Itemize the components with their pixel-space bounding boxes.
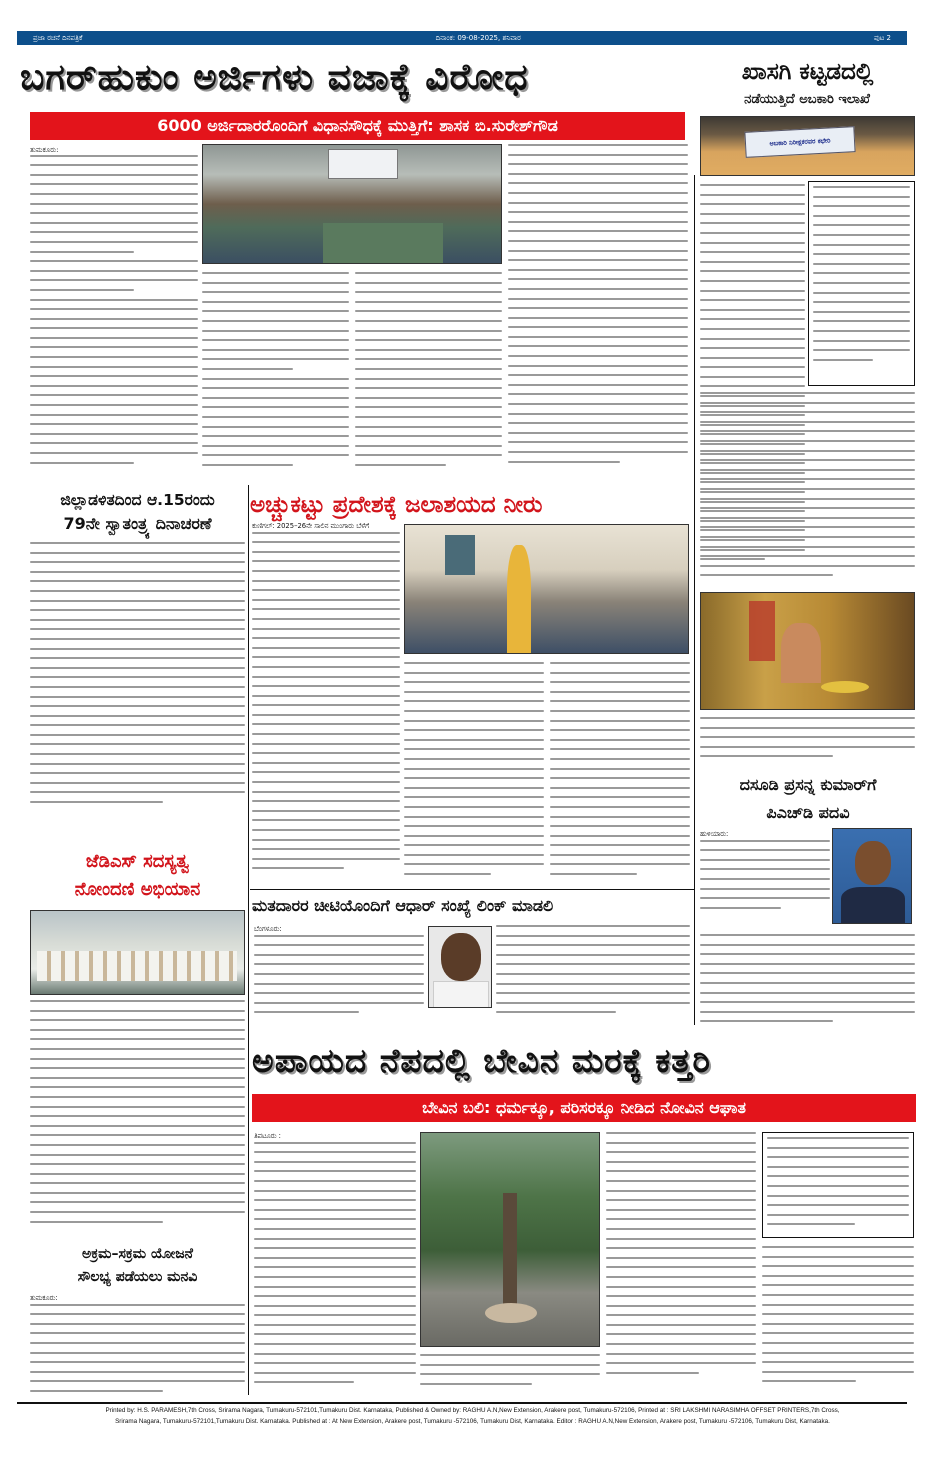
excise-headline-2: ನಡೆಯುತ್ತಿದೆ ಅಬಕಾರಿ ಇಲಾಖೆ [744,92,870,107]
akrama-story-text [30,1294,245,1398]
masthead-bar [17,31,907,45]
water-story-column-2 [404,662,544,887]
tree-trunk [503,1193,517,1313]
independence-headline-1: ಜಿಲ್ಲಾಡಳಿತದಿಂದ ಆ.15ರಂದು [60,491,215,509]
jds-headline-1: ಜೆಡಿಎಸ್ ಸದಸ್ಯತ್ವ [85,851,190,872]
phd-headline-2: ಪಿಎಚ್‌ಡಿ ಪದವಿ [766,803,850,822]
lead-dateline: ತುಮಕೂರು: [30,146,59,154]
neem-story-column-3 [762,1246,914,1396]
imprint-line-2: Srirama Nagara, Tumakuru-572101,Tumakuru Dist. Karnataka. Published at : At New Extension, Arakere post, Tumakuru -572106, Tumakuru Dist, Karnataka. Editor : RAGHU A.N,New Extension, Arakere post, Tumakuru -572106, Tumakuru Dist, Karnataka. [115,1418,830,1425]
lead-story-column-3 [355,272,502,482]
face [441,933,481,981]
politician-portrait [428,926,492,1008]
water-headline: ಅಚ್ಚುಕಟ್ಟು ಪ್ರದೇಶಕ್ಕೆ ಜಲಾಶಯದ ನೀರು [250,492,543,518]
excise-story-boxed-column [808,181,915,386]
imprint-line-1: Printed by: H.S. PARAMESH,7th Cross, Srirama Nagara, Tumakuru-572101,Tumakuru Dist. Karnataka, Published & Owned by: RAGHU A.N,New Extension, Arakere post, Tumakuru-572106, Printed at : SRI LAKSHMI NARASIMHA OFFSET PRINTERS,7th Cross, [105,1407,840,1414]
section-divider [250,889,694,890]
lead-story-column-1 [30,146,198,481]
independence-headline-2: 79ನೇ ಸ್ವಾತಂತ್ರ್ಯ ದಿನಾಚರಣೆ [63,514,212,533]
water-story-column-1 [252,522,400,886]
aadhaar-story-column-2 [496,925,690,1025]
phd-headline-1: ದಸೂಡಿ ಪ್ರಸನ್ನ ಕುಮಾರ್‌ಗೆ [739,775,877,794]
aadhaar-dateline: ಬೆಂಗಳೂರು: [254,925,282,933]
water-meeting-photo [404,524,689,654]
jds-headline-2: ನೋಂದಣಿ ಅಭಿಯಾನ [74,879,201,900]
neem-dateline: ತಿಪಟೂರು : [254,1132,281,1140]
neem-story-boxed-column [762,1132,914,1238]
excise-headline-1: ಖಾಸಗಿ ಕಟ್ಟಡದಲ್ಲಿ [741,59,874,85]
water-story-column-3 [550,662,690,887]
jds-story-text [30,1000,245,1236]
temple-caption [700,717,915,761]
lead-story-column-2 [202,272,349,482]
water-dateline: ಕುಣಿಗಲ್: 2025–26ನೇ ಸಾಲಿನ ಮುಂಗಾರು ಬೆಳೆಗೆ [252,522,370,530]
neem-subheadline: ಬೇವಿನ ಬಲಿ: ಧರ್ಮಕ್ಕೂ, ಪರಿಸರಕ್ಕೂ ನೀಡಿದ ನೋವಿನ ಆಘಾತ [252,1094,916,1122]
date-line: ದಿನಾಂಕ: 09-08-2025, ಶನಿವಾರ [435,33,521,42]
speaker-figure [507,545,531,653]
lead-headline: ಬಗರ್‌ಹುಕುಂ ಅರ್ಜಿಗಳು ವಜಾಕ್ಕೆ ವಿರೋಧ [20,57,529,98]
conference-table [323,223,443,264]
phd-dateline: ಹುಳಿಯಾರು: [700,830,729,838]
column-divider [248,485,249,1395]
signboard-text: ಅಬಕಾರಿ ನಿರೀಕ್ಷಕರವರ ಕಛೇರಿ [769,135,831,148]
imprint-footer [12,1405,933,1427]
lead-story-column-4 [508,144,688,482]
phd-story-text-1 [700,830,830,930]
footer-rule [17,1402,907,1404]
window [445,535,475,575]
neem-story-column-1 [254,1132,416,1397]
aadhaar-headline: ಮತದಾರರ ಚೀಟಿಯೊಂದಿಗೆ ಆಧಾರ್ ಸಂಖ್ಯೆ ಲಿಂಕ್ ಮಾಡಲಿ [252,896,554,915]
lead-subheadline: 6000 ಅರ್ಜಿದಾರರೊಂದಿಗೆ ವಿಧಾನಸೌಧಕ್ಕೆ ಮುತ್ತಿಗೆ: ಶಾಸಕ ಬಿ.ಸುರೇಶ್‌ಗೌಡ [30,112,685,140]
projector-screen [328,149,398,179]
white-shirt [433,981,489,1008]
suit [841,887,905,924]
face [855,841,891,885]
neem-headline: ಅಪಾಯದ ನೆಪದಲ್ಲಿ ಬೇವಿನ ಮರಕ್ಕೆ ಕತ್ತರಿ [252,1041,711,1080]
akrama-headline-2: ಸೌಲಭ್ಯ ಪಡೆಯಲು ಮನವಿ [77,1269,198,1285]
prasanna-kumar-portrait [832,828,912,924]
neem-story-column-2 [606,1132,756,1397]
office-signboard [744,126,855,158]
group-members [37,951,237,981]
akrama-dateline: ತುಮಕೂರು: [30,1294,58,1302]
deity-altar [749,601,775,661]
priest [781,623,821,683]
page-label: ಪುಟ 2 [874,33,891,42]
puja-plate [821,681,869,693]
column-divider [694,175,695,1025]
akrama-headline-1: ಅಕ್ರಮ–ಸಕ್ರಮ ಯೋಜನೆ [82,1246,193,1262]
excise-office-photo [700,116,915,176]
meeting-photo [202,144,502,264]
temple-puja-photo [700,592,915,710]
phd-story-text-2 [700,934,915,1024]
independence-story-text [30,542,245,822]
neem-photo-caption [420,1354,600,1398]
jds-group-photo [30,910,245,995]
paper-name: ಪ್ರಜಾ ರಚನೆ ದಿನಪತ್ರಿಕೆ [33,33,83,42]
aadhaar-story-column-1 [254,925,424,1025]
neem-tree-photo [420,1132,600,1347]
excise-story-column-2 [700,392,915,584]
tree-base [485,1303,537,1323]
